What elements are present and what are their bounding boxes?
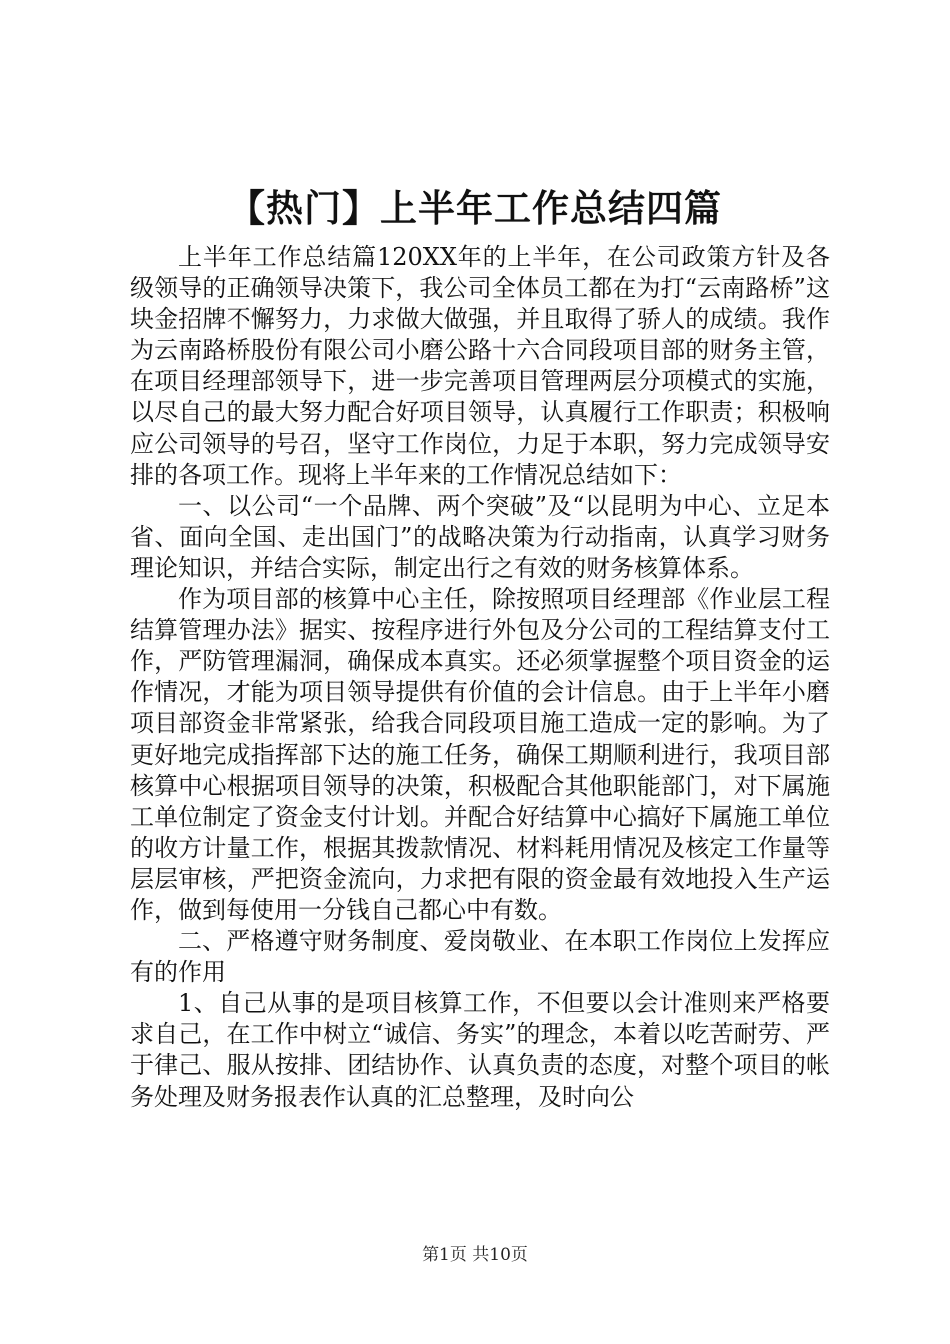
document-body	[130, 242, 830, 1113]
body-paragraph: 二、严格遵守财务制度、爱岗敬业、在本职工作岗位上发挥应有的作用	[130, 927, 830, 987]
page-number-footer: 第1页 共10页	[422, 1245, 528, 1265]
body-paragraph: 作为项目部的核算中心主任，除按照项目经理部《作业层工程结算管理办法》据实、按程序进行外包及分公司的工程结算支付工作，严防管理漏洞，确保成本真实。还必须掌握整个项目资金的运作情况，才能为项目领导提供有价值的会计信息。由于上半年小磨项目部资金非常紧张，给我合同段项目施工造成一定的影响。为了更好地完成指挥部下达的施工任务，确保工期顺利进行，我项目部核算中心根据项目领导的决策，积极配合其他职能部门，对下属施工单位制定了资金支付计划。并配合好结算中心搞好下属施工单位的收方计量工作，根据其拨款情况、材料耗用情况及核定工作量等层层审核，严把资金流向，力求把有限的资金最有效地投入生产运作，做到每使用一分钱自己都心中有数。	[130, 585, 830, 924]
body-paragraph: 一、以公司“一个品牌、两个突破”及“以昆明为中心、立足本省、面向全国、走出国门”的战略决策为行动指南，认真学习财务理论知识，并结合实际，制定出行之有效的财务核算体系。	[130, 491, 830, 582]
body-paragraph: 上半年工作总结篇120XX年的上半年，在公司政策方针及各级领导的正确领导决策下，我公司全体员工都在为打“云南路桥”这块金招牌不懈努力，力求做大做强，并且取得了骄人的成绩。我作为云南路桥股份有限公司小磨公路十六合同段项目部的财务主管，在项目经理部领导下，进一步完善项目管理两层分项模式的实施，以尽自己的最大努力配合好项目领导，认真履行工作职责；积极响应公司领导的号召，坚守工作岗位，力足于本职，努力完成领导安排的各项工作。现将上半年来的工作情况总结如下：	[130, 243, 830, 489]
document-title: 【热门】上半年工作总结四篇	[228, 186, 722, 230]
body-paragraph: 1、自己从事的是项目核算工作，不但要以会计准则来严格要求自己，在工作中树立“诚信、务实”的理念，本着以吃苦耐劳、严于律己、服从按排、团结协作、认真负责的态度，对整个项目的帐务处理及财务报表作认真的汇总整理，及时向公	[130, 989, 830, 1111]
